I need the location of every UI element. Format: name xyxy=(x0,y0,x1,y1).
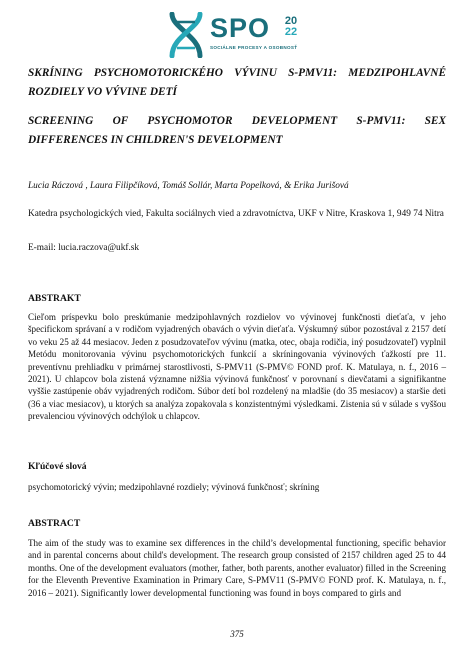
logo-year-top: 20 xyxy=(284,15,298,27)
logo-year-bottom: 22 xyxy=(284,26,298,38)
logo-year xyxy=(278,16,304,38)
abstract-heading: ABSTRACT xyxy=(28,518,81,529)
abstrakt-heading: ABSTRAKT xyxy=(28,293,81,304)
author-list: Lucia Ráczová , Laura Filipčíková, Tomáš Sollár, Marta Popelková, & Erika Jurišová xyxy=(28,181,349,191)
logo-tagline: SOCIÁLNE PROCESY A OSOBNOSŤ xyxy=(210,45,298,50)
affiliation: Katedra psychologických vied, Fakulta sociálnych vied a zdravotníctva, UKF v Nitre, Kraskova 1, 949 74 Nitra xyxy=(28,209,444,219)
logo-wordmark: SPO xyxy=(210,13,271,43)
dna-helix-icon xyxy=(166,12,206,58)
spo-logo xyxy=(166,12,316,60)
contact-email[interactable]: E-mail: lucia.raczova@ukf.sk xyxy=(28,243,140,253)
page-number: 375 xyxy=(230,629,244,639)
title-slovak: SKRÍNING PSYCHOMOTORICKÉHO VÝVINU S-PMV11: MEDZIPOHLAVNÉ ROZDIELY VO VÝVINE DETÍ xyxy=(28,67,446,98)
keywords-heading: Kľúčové slová xyxy=(28,461,87,472)
abstract-body: The aim of the study was to examine sex differences in the child’s developmental functioning, specific behavior and in parental concerns about child's development. The research group consisted of 2157 children aged 25 to 44 months. One of the development evaluators (mother, father, both parents, another evaluator) filled in the Screening for the Eleventh Preventive Examination in Primary Care, S-PMV11 (S-PMV© FOND prof. K. Matulaya, n. f., 2016 – 2021). Significantly lower developmental functioning was found in boys compared to girls and xyxy=(28,538,446,598)
title-english: SCREENING OF PSYCHOMOTOR DEVELOPMENT S-PMV11: SEX DIFFERENCES IN CHILDREN'S DEVELOPMENT xyxy=(28,115,446,146)
keywords-body: psychomotorický vývin; medzipohlavné rozdiely; vývinová funkčnosť; skríning xyxy=(28,482,320,492)
abstrakt-body: Cieľom príspevku bolo preskúmanie medzipohlavných rozdielov vo vývinovej funkčnosti dieťaťa, v jeho špecifickom správaní a v rodičom vyjadrených obavách o vývin dieťaťa. Výskumný súbor pozostával z 2157 detí vo veku 25 až 44 mesiacov. Jeden z posudzovateľov vývinu (matka, otec, obaja rodičia, iný posudzovateľ) vyplnil Metódu monitorovania vývinu psychomotorických funkcií a skríningovania vývinových ťažkostí pre 11. preventívnu prehliadku v primárnej starostlivosti, S-PMV11 (S-PMV© FOND prof. K. Matulaya, n. f., 2016 – 2021). U chlapcov bola zistená významne nižšia vývinová funkčnosť v porovnaní s dievčatami a signifikantne vyššie zastúpenie obáv vyjadrených rodičom. Súbor detí bol rozdelený na mladšie (do 35 mesiacov) a staršie deti (36 a viac mesiacov), u ktorých sa analýza zopakovala s konzistentnými výsledkami. Zistenia sú v súlade s vyššou prevalenciou vývinových odchýlok u chlapcov. xyxy=(28,312,446,422)
